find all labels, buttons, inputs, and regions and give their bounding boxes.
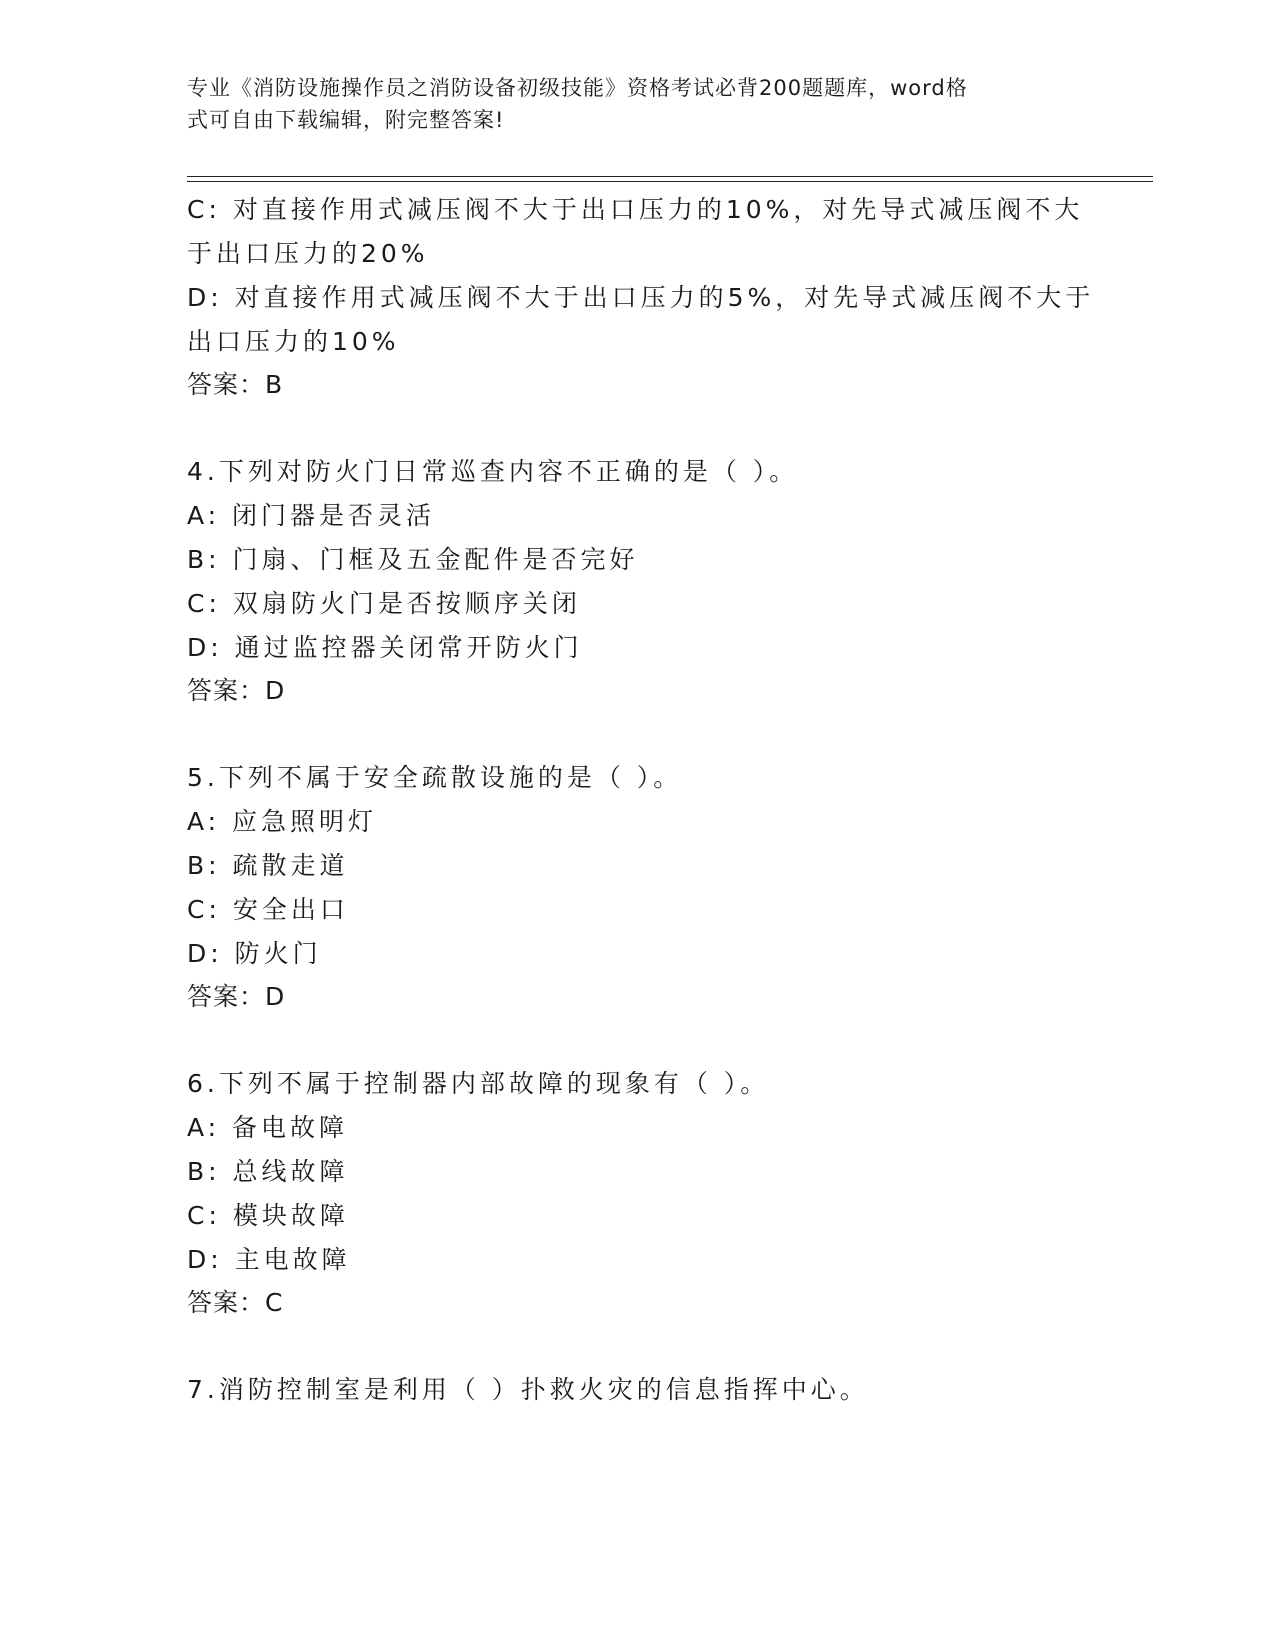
header-line-1: 专业《消防设施操作员之消防设备初级技能》资格考试必背200题题库，word格 bbox=[187, 76, 968, 100]
q4-option-d: D: 通过监控器关闭常开防火门 bbox=[187, 633, 583, 662]
q3-answer: 答案：B bbox=[187, 370, 284, 399]
document-header bbox=[187, 72, 1067, 136]
q4-question: 4.下列对防火门日常巡查内容不正确的是（ ）。 bbox=[187, 457, 799, 486]
q5-option-d: D: 防火门 bbox=[187, 939, 322, 968]
q6-option-b: B: 总线故障 bbox=[187, 1157, 349, 1186]
q6-question: 6.下列不属于控制器内部故障的现象有（ ）。 bbox=[187, 1069, 770, 1098]
q3-option-d-line2: 出口压力的10% bbox=[187, 327, 400, 356]
q6-option-c: C: 模块故障 bbox=[187, 1201, 349, 1230]
q6-answer: 答案：C bbox=[187, 1288, 284, 1317]
q6-option-d: D: 主电故障 bbox=[187, 1245, 351, 1274]
q3-option-d-line1: D: 对直接作用式减压阀不大于出口压力的5%，对先导式减压阀不大于 bbox=[187, 283, 1095, 312]
q5-option-a: A: 应急照明灯 bbox=[187, 807, 378, 836]
q4-answer: 答案：D bbox=[187, 676, 286, 705]
q7-question: 7.消防控制室是利用（ ）扑救火灾的信息指挥中心。 bbox=[187, 1375, 869, 1404]
header-line-2: 式可自由下载编辑，附完整答案! bbox=[187, 108, 505, 132]
q4-option-b: B: 门扇、门框及五金配件是否完好 bbox=[187, 545, 639, 574]
q4-option-a: A: 闭门器是否灵活 bbox=[187, 501, 436, 530]
q5-answer: 答案：D bbox=[187, 982, 286, 1011]
q6-option-a: A: 备电故障 bbox=[187, 1113, 349, 1142]
q4-option-c: C: 双扇防火门是否按顺序关闭 bbox=[187, 589, 581, 618]
q5-option-c: C: 安全出口 bbox=[187, 895, 349, 924]
q5-question: 5.下列不属于安全疏散设施的是（ ）。 bbox=[187, 763, 683, 792]
q3-option-c-line2: 于出口压力的20% bbox=[187, 239, 429, 268]
q3-option-c-line1: C: 对直接作用式减压阀不大于出口压力的10%，对先导式减压阀不大 bbox=[187, 195, 1084, 224]
q5-option-b: B: 疏散走道 bbox=[187, 851, 349, 880]
header-divider-bottom bbox=[187, 181, 1153, 182]
header-divider-top bbox=[187, 176, 1153, 177]
